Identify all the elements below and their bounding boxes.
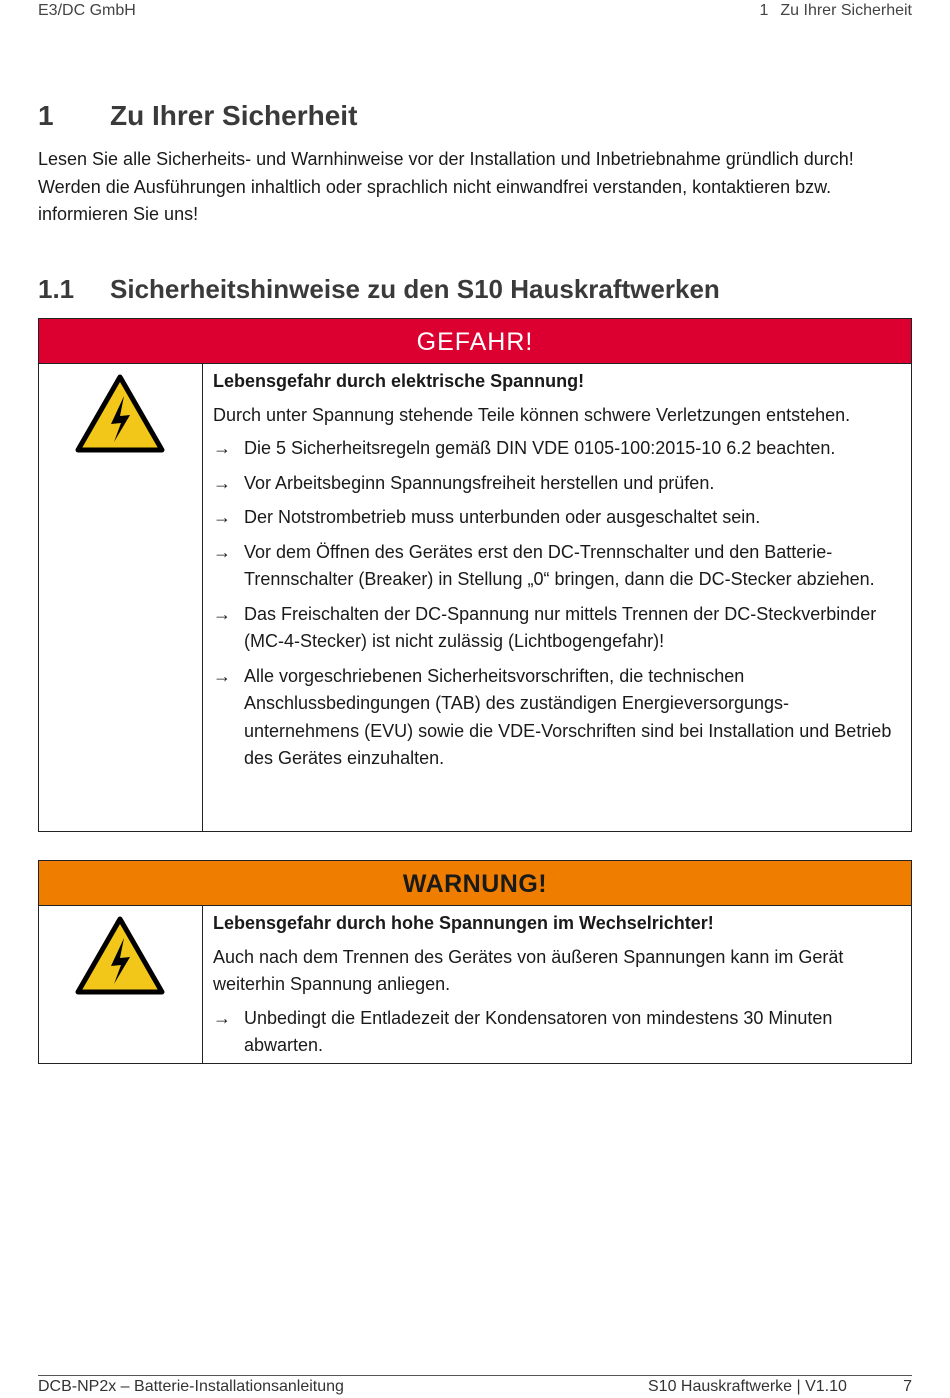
subsection-number: 1.1 <box>38 274 75 304</box>
arrow-icon: → <box>213 1007 231 1028</box>
intro-paragraph: Werden die Ausführungen inhaltlich oder sprachlich nicht einwandfrei verstanden, kontaktieren bzw. informieren Sie uns! <box>38 176 832 224</box>
section-number: 1 <box>38 100 54 131</box>
warning-lead: Auch nach dem Trennen des Gerätes von äußeren Spannungen kann im Gerät weiterhin Spannung anliegen. <box>213 946 844 994</box>
list-item-text: Die 5 Sicherheitsregeln gemäß DIN VDE 0105-100:2015-10 6.2 beachten. <box>244 438 836 458</box>
intro-paragraph: Lesen Sie alle Sicherheits- und Warnhinweise vor der Installation und Inbetriebnahme gründlich durch! <box>38 149 854 169</box>
arrow-icon: → <box>213 438 231 458</box>
danger-list <box>213 435 903 773</box>
section-heading <box>38 100 357 132</box>
list-item <box>213 539 903 594</box>
arrow-icon: → <box>213 603 231 624</box>
warning-label: WARNUNG! <box>39 861 911 906</box>
list-item-text: Unbedingt die Entladezeit der Kondensatoren von mindestens 30 Minuten abwarten. <box>244 1007 833 1055</box>
warning-icon-cell <box>39 906 203 1063</box>
header-chapter-number: 1 <box>759 2 769 19</box>
subsection-heading <box>38 274 720 305</box>
arrow-icon: → <box>213 665 231 686</box>
arrow-icon: → <box>213 541 231 562</box>
danger-content <box>213 368 903 780</box>
list-item <box>213 663 903 773</box>
danger-body <box>39 364 911 831</box>
subsection-title: Sicherheitshinweise zu den S10 Hauskraftwerken <box>110 274 720 304</box>
list-item-text: Vor Arbeitsbeginn Spannungsfreiheit herstellen und prüfen. <box>244 472 715 493</box>
high-voltage-warning-icon <box>75 916 165 996</box>
arrow-icon: → <box>213 472 231 493</box>
list-item-text: Das Freischalten der DC-Spannung nur mittels Trennen der DC-Steckverbinder (MC-4-Stecker) ist nicht zulässig (Lichtbogengefahr)! <box>244 603 877 651</box>
danger-title: Lebensgefahr durch elektrische Spannung! <box>213 371 585 391</box>
danger-notice <box>38 318 912 832</box>
arrow-icon: → <box>213 507 231 527</box>
list-item <box>213 470 903 498</box>
header-chapter-title: Zu Ihrer Sicherheit <box>780 2 912 19</box>
header-chapter <box>759 2 912 20</box>
list-item <box>213 504 903 532</box>
danger-icon-cell <box>39 364 203 831</box>
danger-lead: Durch unter Spannung stehende Teile können schwere Verletzungen entstehen. <box>213 404 851 425</box>
section-title: Zu Ihrer Sicherheit <box>110 100 358 131</box>
warning-body <box>39 906 911 1063</box>
list-item <box>213 601 903 656</box>
list-item-text: Alle vorgeschriebenen Sicherheitsvorschriften, die technischen Anschlussbedingungen (TAB) des zuständigen Energieversorgungs-unternehmens (EVU) sowie die VDE-Vorschriften sind bei Installation und Betrieb des Gerätes einzuhalten. <box>244 665 892 768</box>
list-item <box>213 1005 903 1060</box>
list-item-text: Der Notstrombetrieb muss unterbunden oder ausgeschaltet sein. <box>244 507 761 527</box>
header-company: E3/DC GmbH <box>38 2 136 19</box>
intro-text <box>38 146 908 229</box>
footer-document: DCB-NP2x – Batterie-Installationsanleitung <box>38 1378 344 1395</box>
danger-label: GEFAHR! <box>39 319 911 364</box>
warning-notice <box>38 860 912 1064</box>
footer-product: S10 Hauskraftwerke | V1.10 <box>648 1378 847 1395</box>
footer-divider <box>38 1375 912 1376</box>
warning-content <box>213 910 903 1067</box>
high-voltage-warning-icon <box>75 374 165 454</box>
list-item-text: Vor dem Öffnen des Gerätes erst den DC-Trennschalter und den Batterie-Trennschalter (Breaker) in Stellung „0“ bringen, dann die DC-Stecker abziehen. <box>244 541 875 589</box>
warning-title: Lebensgefahr durch hohe Spannungen im Wechselrichter! <box>213 913 714 933</box>
footer-page-number: 7 <box>903 1378 912 1395</box>
list-item <box>213 435 903 463</box>
warning-list <box>213 1005 903 1060</box>
